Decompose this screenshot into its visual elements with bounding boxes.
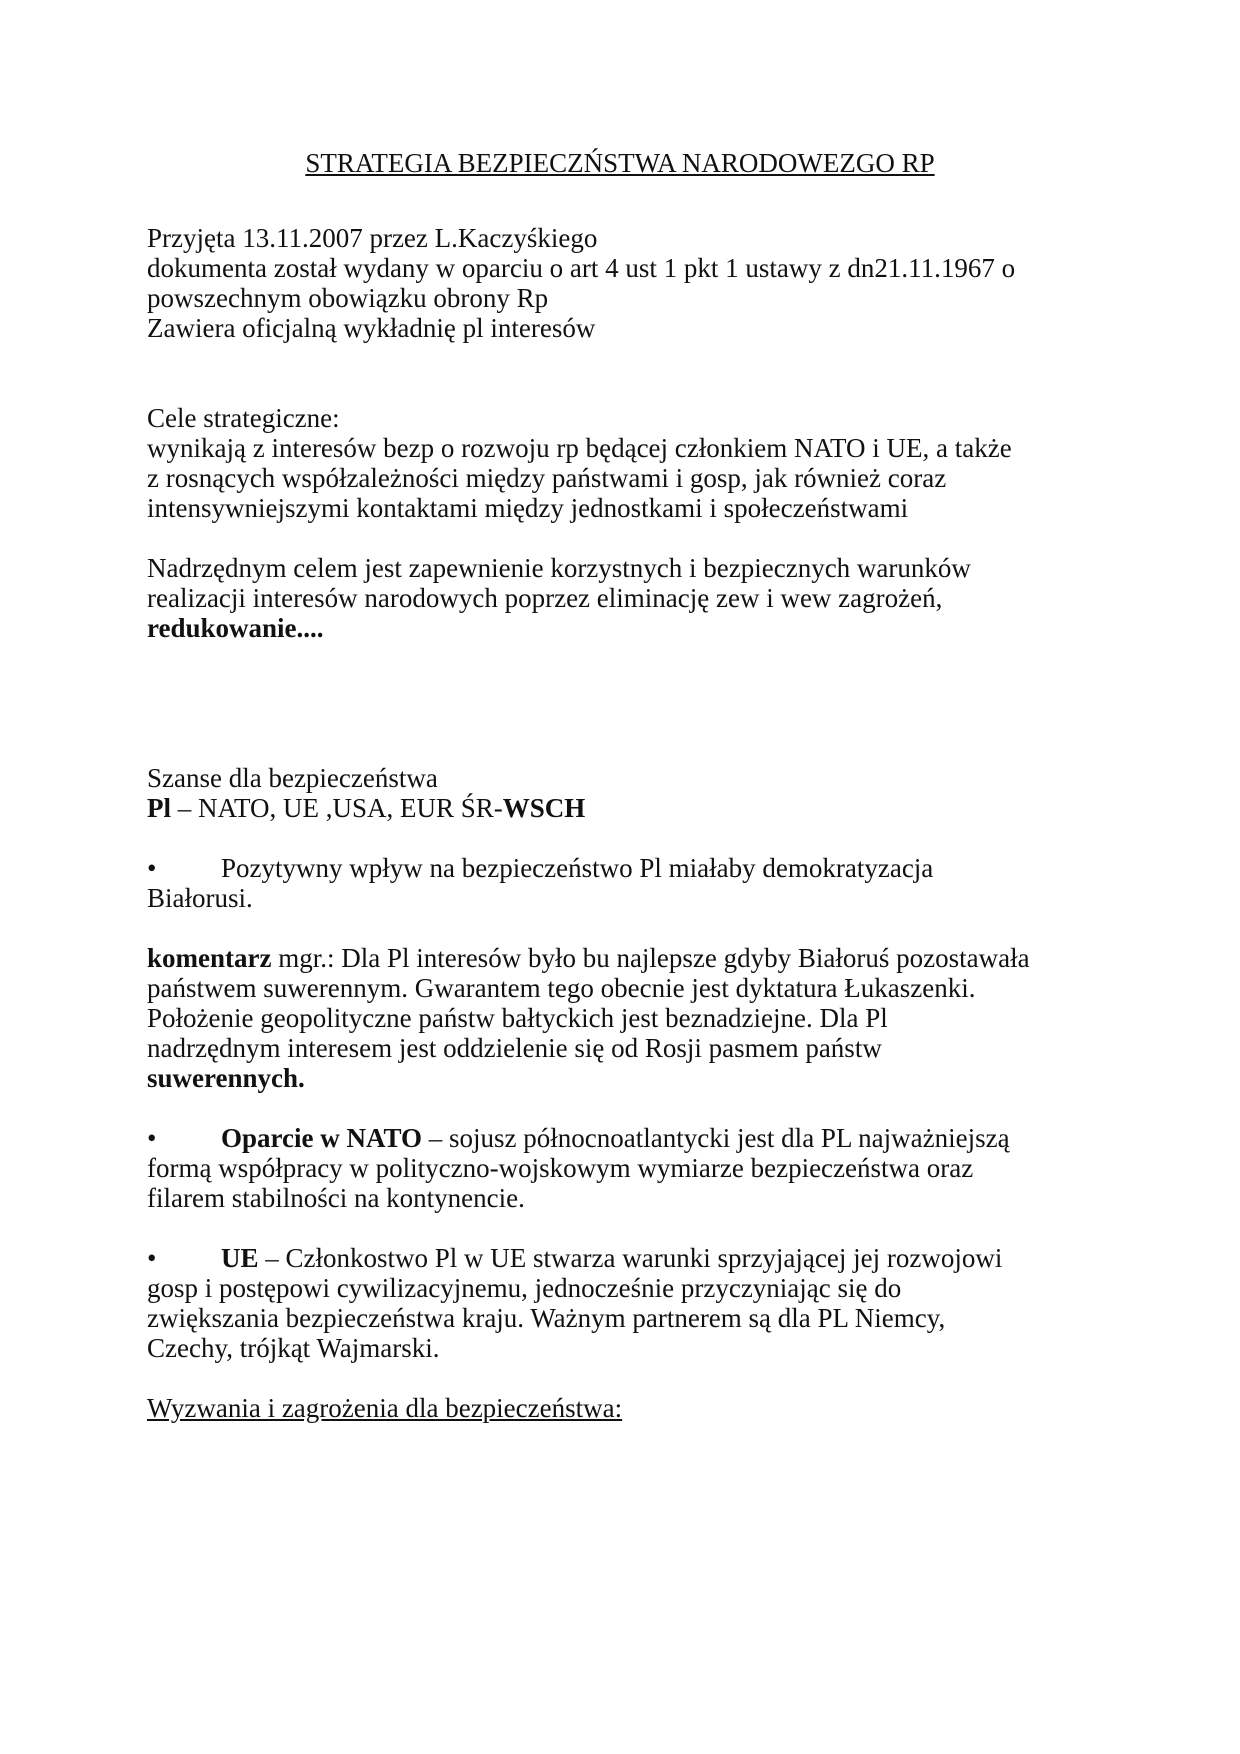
- komentarz-line-5: suwerennych.: [147, 1063, 305, 1093]
- komentarz-label: komentarz: [147, 943, 272, 973]
- bullet-2-bold: Oparcie w NATO: [221, 1123, 422, 1153]
- bullet-icon: •: [147, 853, 157, 883]
- wyzwania-heading: Wyzwania i zagrożenia dla bezpieczeństwa:: [147, 1393, 623, 1423]
- title-text: STRATEGIA BEZPIECZŃSTWA NARODOWEZGO RP: [305, 148, 935, 178]
- komentarz-line-4: nadrzędnym interesem jest oddzielenie się od Rosji pasmem państw: [147, 1033, 882, 1063]
- bullet-3-text: – Członkostwo Pl w UE stwarza warunki sprzyjającej jej rozwojowi: [258, 1243, 1003, 1273]
- cele-line-1: wynikają z interesów bezp o rozwoju rp będącej członkiem NATO i UE, a także: [147, 433, 1012, 463]
- intro-line-3: powszechnym obowiązku obrony Rp: [147, 283, 549, 313]
- szanse-heading: Szanse dla bezpieczeństwa: [147, 763, 438, 793]
- szanse-pl: Pl: [147, 793, 171, 823]
- bullet-1-line-1: [147, 852, 933, 885]
- bullet-2-line-3: filarem stabilności na kontynencie.: [147, 1183, 525, 1213]
- cele-line-2: z rosnących współzależności między państwami i gosp, jak również coraz: [147, 463, 947, 493]
- komentarz-text: mgr.: Dla Pl interesów było bu najlepsze gdyby Białoruś pozostawała: [271, 943, 1030, 973]
- bullet-3-line-2: gosp i postępowi cywilizacyjnemu, jednocześnie przyczyniając się do: [147, 1273, 902, 1303]
- komentarz-line-2: państwem suwerennym. Gwarantem tego obecnie jest dyktatura Łukaszenki.: [147, 973, 976, 1003]
- komentarz-line-3: Położenie geopolityczne państw bałtyckich jest beznadziejne. Dla Pl: [147, 1003, 888, 1033]
- bullet-3-bold: UE: [221, 1243, 259, 1273]
- nadrzedny-line-2: realizacji interesów narodowych poprzez eliminację zew i wew zagrożeń,: [147, 583, 943, 613]
- cele-heading: Cele strategiczne:: [147, 403, 340, 433]
- bullet-1-text: Pozytywny wpływ na bezpieczeństwo Pl miałaby demokratyzacja: [221, 853, 934, 883]
- bullet-2-line-2: formą współpracy w polityczno-wojskowym wymiarze bezpieczeństwa oraz: [147, 1153, 974, 1183]
- szanse-subheading: [147, 792, 585, 825]
- document-title: [0, 148, 1240, 179]
- intro-line-1: Przyjęta 13.11.2007 przez L.Kaczyśkiego: [147, 223, 598, 253]
- bullet-icon: •: [147, 1123, 157, 1153]
- intro-line-2: dokumenta został wydany w oparciu o art 4 ust 1 pkt 1 ustawy z dn21.11.1967 o: [147, 253, 1016, 283]
- szanse-wsch: WSCH: [502, 793, 586, 823]
- bullet-3-line-3: zwiększania bezpieczeństwa kraju. Ważnym partnerem są dla PL Niemcy,: [147, 1303, 946, 1333]
- bullet-1-line-2: Białorusi.: [147, 883, 253, 913]
- bullet-3-line-1: [147, 1242, 1002, 1275]
- bullet-2-line-1: [147, 1122, 1010, 1155]
- intro-line-4: Zawiera oficjalną wykładnię pl interesów: [147, 313, 596, 343]
- szanse-middle: – NATO, UE ,USA, EUR ŚR-: [171, 793, 503, 823]
- nadrzedny-line-3: redukowanie....: [147, 613, 324, 643]
- bullet-3-line-4: Czechy, trójkąt Wajmarski.: [147, 1333, 440, 1363]
- komentarz-line-1: [147, 942, 1030, 975]
- nadrzedny-line-1: Nadrzędnym celem jest zapewnienie korzystnych i bezpiecznych warunków: [147, 553, 971, 583]
- bullet-icon: •: [147, 1243, 157, 1273]
- bullet-2-text: – sojusz północnoatlantycki jest dla PL najważniejszą: [422, 1123, 1010, 1153]
- cele-line-3: intensywniejszymi kontaktami między jednostkami i społeczeństwami: [147, 493, 909, 523]
